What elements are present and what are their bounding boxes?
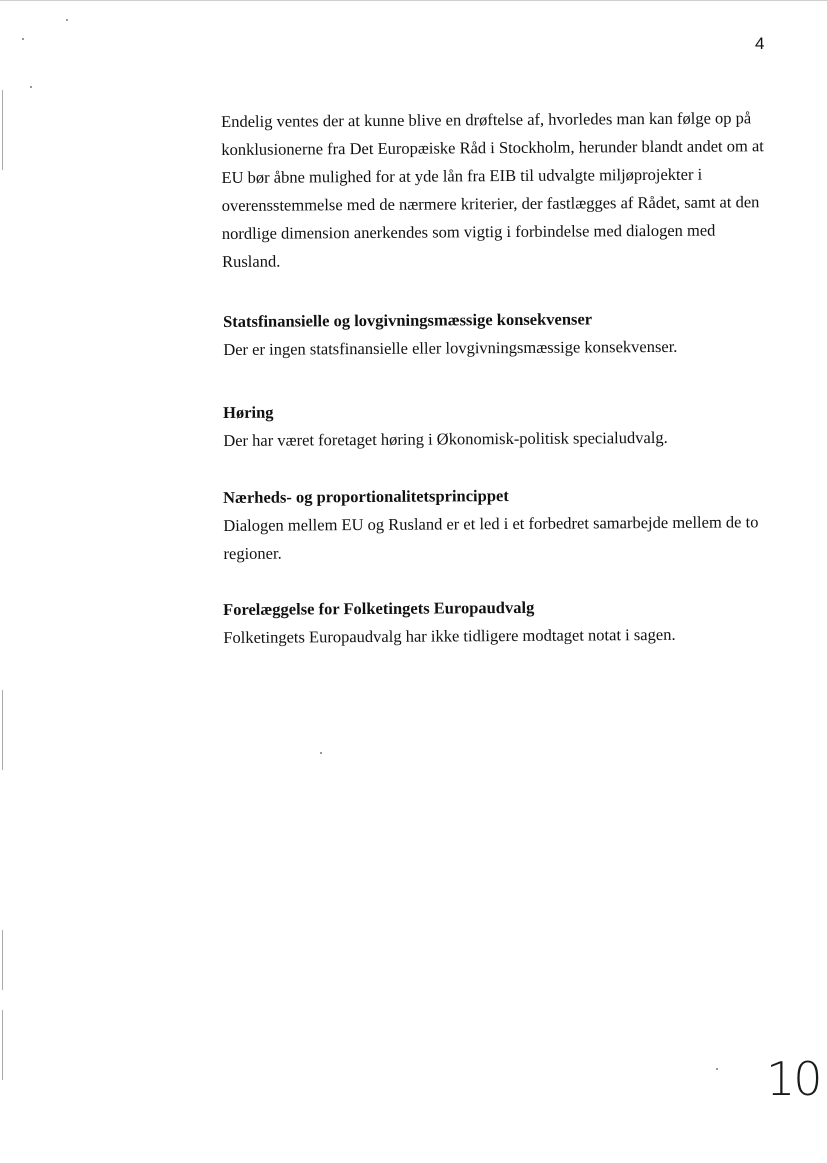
section-body: Dialogen mellem EU og Rusland er et led i et forbedret samarbejde mellem de to regioner. [223,512,759,563]
page-number: 4 [755,34,765,53]
scan-edge-left-mark [2,690,3,770]
section-body: Der er ingen statsfinansielle eller lovgivningsmæssige konsekvenser. [223,336,678,359]
scan-speck [22,38,24,40]
scan-edge-top [0,0,827,1]
scan-edge-left-mark [2,90,3,170]
section-european-affairs-committee [223,594,771,652]
scan-edge-left-mark [2,930,3,990]
section-body: Der har været foretaget høring i Økonomisk-politisk specialudvalg. [223,427,668,450]
section-body: Folketingets Europaudvalg har ikke tidligere modtaget notat i sagen. [223,624,676,647]
section-heading: Nærheds- og proportionalitetsprincippet [223,486,509,507]
scan-speck [66,19,68,21]
scan-speck [716,1068,718,1070]
section-hearing [223,397,771,455]
section-subsidiarity [223,482,772,568]
section-financial-consequences [223,306,771,364]
scan-edge-left-mark [2,1010,3,1080]
scan-speck [30,86,32,88]
scan-speck [320,752,322,754]
section-heading: Høring [223,402,274,422]
section-heading: Forelæggelse for Folketingets Europaudvalg [223,597,535,619]
section-heading: Statsfinansielle og lovgivningsmæssige konsekvenser [223,309,593,331]
intro-paragraph: Endelig ventes der at kunne blive en drøftelse af, hvorledes man kan følge op på konklusionerne fra Det Europæiske Råd i Stockholm, herunder blandt andet om at EU bør åbne mulighed for at yde lån fra EIB til udvalgte miljøprojekter i overensstemmelse med de nærmere kriterier, der fastlægges af Rådet, samt at den nordlige dimension anerkendes som vigtig i forbindelse med dialogen med Rusland. [221,108,764,271]
handwritten-annotation: 10 [766,1052,821,1106]
